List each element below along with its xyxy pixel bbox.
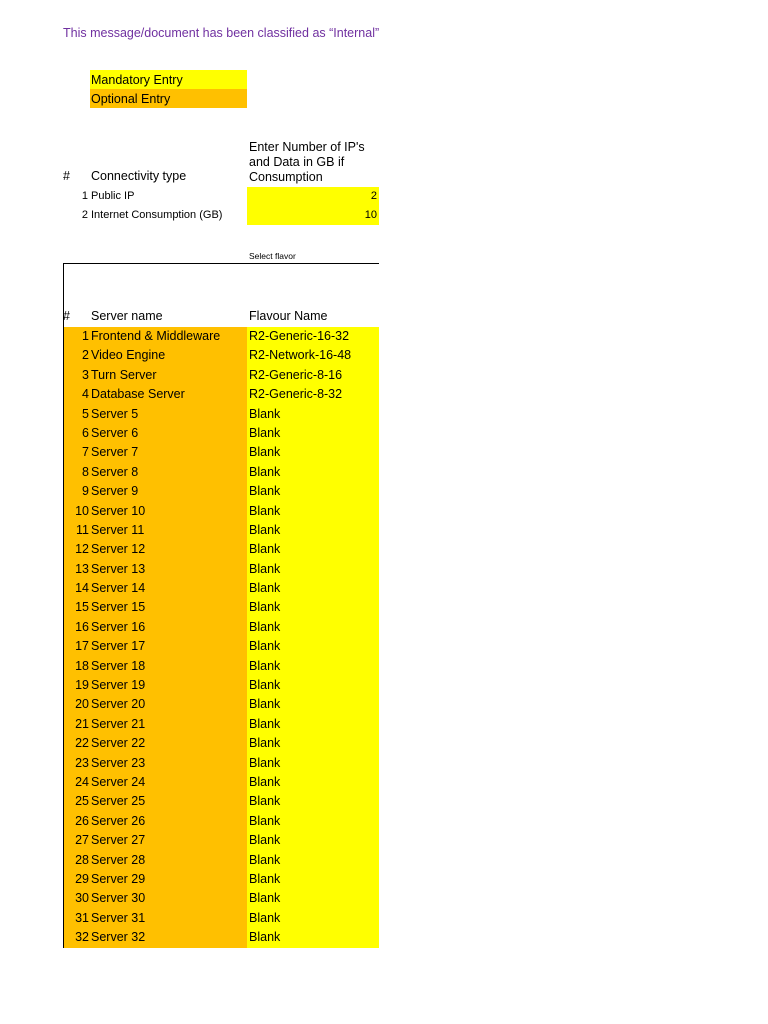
server-name: Server 23	[91, 755, 146, 770]
server-name-cell[interactable]	[64, 889, 226, 908]
server-name: Server 21	[91, 716, 146, 731]
server-name: Server 20	[91, 697, 146, 712]
flavour-select-cell[interactable]: Blank	[247, 598, 379, 617]
server-row	[64, 443, 379, 462]
flavour-select-cell[interactable]: Blank	[247, 443, 379, 462]
row-number: 25	[75, 794, 89, 809]
flavour-select-cell[interactable]: Blank	[247, 482, 379, 501]
server-name-cell-fill	[226, 463, 247, 482]
server-name-cell-fill	[226, 618, 247, 637]
internet-consumption-input[interactable]: 10	[247, 206, 379, 225]
flavour-select-cell[interactable]: R2-Generic-8-32	[247, 385, 379, 404]
server-name-cell-fill	[226, 405, 247, 424]
server-row	[64, 463, 379, 482]
server-name-cell[interactable]	[64, 754, 226, 773]
classification-notice: This message/document has been classified as “Internal”	[63, 26, 380, 40]
row-number: 27	[75, 833, 89, 848]
server-name: Server 18	[91, 658, 146, 673]
server-row	[64, 385, 379, 404]
row-number: 23	[75, 755, 89, 770]
server-name: Server 14	[91, 581, 146, 596]
flavour-select-cell[interactable]: Blank	[247, 676, 379, 695]
server-row	[64, 618, 379, 637]
connectivity-value-header: Enter Number of IP's and Data in GB if Consumption	[249, 140, 365, 184]
row-number: 28	[75, 852, 89, 867]
flavour-select-cell[interactable]: Blank	[247, 870, 379, 889]
flavour-select-cell[interactable]: Blank	[247, 715, 379, 734]
row-number: 20	[75, 697, 89, 712]
server-row	[64, 851, 379, 870]
server-row	[64, 424, 379, 443]
flavour-select-cell[interactable]: Blank	[247, 695, 379, 714]
server-name: Server 26	[91, 813, 146, 828]
server-name: Server 16	[91, 619, 146, 634]
flavour-select-cell[interactable]: Blank	[247, 851, 379, 870]
server-name-cell[interactable]	[64, 598, 226, 617]
server-name-cell-fill	[226, 521, 247, 540]
server-name-header: Server name	[91, 309, 163, 323]
server-row	[64, 870, 379, 889]
server-name-cell-fill	[226, 366, 247, 385]
server-name: Server 19	[91, 678, 146, 693]
row-number: 17	[75, 639, 89, 654]
row-number: 9	[82, 484, 89, 499]
server-name-cell[interactable]	[64, 618, 226, 637]
legend-mandatory-entry: Mandatory Entry	[90, 70, 247, 89]
server-row	[64, 754, 379, 773]
server-name-cell-fill	[226, 909, 247, 928]
server-name: Server 6	[91, 425, 139, 440]
flavour-select-cell[interactable]: Blank	[247, 773, 379, 792]
row-number: 4	[82, 387, 89, 402]
flavour-select-cell[interactable]: Blank	[247, 657, 379, 676]
server-name: Server 11	[91, 522, 145, 537]
server-name: Server 10	[91, 503, 146, 518]
server-row	[64, 909, 379, 928]
server-row	[64, 346, 379, 365]
flavour-select-cell[interactable]: Blank	[247, 734, 379, 753]
server-name-cell[interactable]	[64, 909, 226, 928]
server-name-cell[interactable]	[64, 463, 226, 482]
row-number: 29	[75, 871, 89, 886]
connectivity-type-header: Connectivity type	[91, 169, 187, 183]
server-name: Server 32	[91, 930, 146, 945]
connectivity-row	[63, 206, 379, 225]
row-number: 16	[75, 619, 89, 634]
server-name-cell-fill	[226, 327, 247, 346]
flavour-select-cell[interactable]: R2-Generic-16-32	[247, 327, 379, 346]
flavour-select-cell[interactable]: Blank	[247, 424, 379, 443]
row-number: 15	[75, 600, 89, 615]
server-row	[64, 773, 379, 792]
server-name-cell[interactable]	[64, 870, 226, 889]
server-row	[64, 831, 379, 850]
public-ip-input[interactable]: 2	[247, 187, 379, 206]
server-row	[64, 521, 379, 540]
flavour-select-cell[interactable]: Blank	[247, 812, 379, 831]
server-name-cell[interactable]	[64, 657, 226, 676]
flavour-select-cell[interactable]: Blank	[247, 792, 379, 811]
server-name-cell-fill	[226, 928, 247, 947]
server-name: Server 24	[91, 774, 146, 789]
flavour-select-cell[interactable]: Blank	[247, 521, 379, 540]
row-number: 26	[75, 813, 89, 828]
server-name-cell-fill	[226, 502, 247, 521]
connectivity-label: Internet Consumption (GB)	[91, 209, 223, 221]
row-number: 21	[75, 716, 89, 731]
server-row	[64, 405, 379, 424]
server-name-cell[interactable]	[64, 346, 226, 365]
server-name-cell-fill	[226, 443, 247, 462]
server-name-cell[interactable]	[64, 637, 226, 656]
flavour-select-cell[interactable]: Blank	[247, 831, 379, 850]
server-name: Server 28	[91, 852, 146, 867]
server-row	[64, 637, 379, 656]
server-name-cell[interactable]	[64, 327, 226, 346]
flavour-select-cell[interactable]: Blank	[247, 540, 379, 559]
row-number: 14	[75, 581, 89, 596]
server-name-cell-fill	[226, 792, 247, 811]
flavour-select-cell[interactable]: Blank	[247, 889, 379, 908]
server-name-cell[interactable]	[64, 560, 226, 579]
row-number: 2	[82, 348, 89, 363]
server-name-cell[interactable]	[64, 715, 226, 734]
server-row	[64, 734, 379, 753]
server-name-cell-fill	[226, 889, 247, 908]
server-name-cell-fill	[226, 734, 247, 753]
server-row	[64, 715, 379, 734]
server-name-cell[interactable]	[64, 792, 226, 811]
server-row	[64, 676, 379, 695]
server-name-cell-fill	[226, 773, 247, 792]
server-name-cell-fill	[226, 754, 247, 773]
legend-optional-entry: Optional Entry	[90, 89, 247, 108]
server-row	[64, 366, 379, 385]
server-name: Server 13	[91, 561, 146, 576]
server-row	[64, 482, 379, 501]
server-name-cell-fill	[226, 598, 247, 617]
row-number: 8	[82, 464, 89, 479]
connectivity-hash-header: #	[63, 169, 70, 183]
row-number: 22	[75, 736, 89, 751]
server-name-cell-fill	[226, 579, 247, 598]
server-row	[64, 327, 379, 346]
flavour-select-cell[interactable]: Blank	[247, 618, 379, 637]
select-flavor-hint: Select flavor	[249, 251, 296, 261]
server-row	[64, 695, 379, 714]
server-name-cell[interactable]	[64, 928, 226, 947]
flavour-select-cell[interactable]: Blank	[247, 579, 379, 598]
server-name: Video Engine	[91, 348, 166, 363]
row-number: 19	[75, 678, 89, 693]
flavour-select-cell[interactable]: Blank	[247, 560, 379, 579]
server-name-cell[interactable]	[64, 695, 226, 714]
server-name-cell[interactable]	[64, 831, 226, 850]
server-name-cell-fill	[226, 715, 247, 734]
server-row	[64, 560, 379, 579]
server-name: Turn Server	[91, 367, 157, 382]
server-row	[64, 598, 379, 617]
row-number: 3	[82, 367, 89, 382]
server-row	[64, 657, 379, 676]
server-name-cell[interactable]	[64, 540, 226, 559]
flavour-select-cell[interactable]: Blank	[247, 637, 379, 656]
server-name: Server 7	[91, 445, 139, 460]
row-number: 10	[75, 503, 89, 518]
flavour-name-header: Flavour Name	[249, 309, 328, 323]
server-name: Server 15	[91, 600, 146, 615]
server-name: Server 8	[91, 464, 139, 479]
row-number: 2	[81, 209, 88, 221]
flavour-select-cell[interactable]: Blank	[247, 928, 379, 947]
server-name-cell[interactable]	[64, 502, 226, 521]
server-name: Server 5	[91, 406, 139, 421]
server-row	[64, 928, 379, 947]
server-name: Server 17	[91, 639, 146, 654]
row-number: 32	[75, 930, 89, 945]
server-name-cell-fill	[226, 560, 247, 579]
server-row	[64, 579, 379, 598]
server-row	[64, 812, 379, 831]
server-name: Server 31	[91, 910, 146, 925]
server-name: Database Server	[91, 387, 185, 402]
server-row	[64, 792, 379, 811]
row-number: 1	[81, 190, 88, 202]
server-row	[64, 540, 379, 559]
server-name-cell[interactable]	[64, 812, 226, 831]
server-name-cell-fill	[226, 831, 247, 850]
server-name: Server 9	[91, 484, 139, 499]
server-name-cell[interactable]	[64, 482, 226, 501]
server-name: Server 12	[91, 542, 146, 557]
row-number: 12	[75, 542, 89, 557]
server-name-cell-fill	[226, 676, 247, 695]
row-number: 6	[82, 425, 89, 440]
flavour-select-cell[interactable]: Blank	[247, 502, 379, 521]
server-name-cell-fill	[226, 851, 247, 870]
server-name-cell[interactable]	[64, 443, 226, 462]
server-name-cell-fill	[226, 482, 247, 501]
server-name-cell[interactable]	[64, 851, 226, 870]
server-name-cell[interactable]	[64, 424, 226, 443]
server-name-cell[interactable]	[64, 773, 226, 792]
server-name-cell[interactable]	[64, 521, 226, 540]
connectivity-row	[63, 187, 379, 206]
server-name-cell[interactable]	[64, 385, 226, 404]
row-number: 24	[75, 774, 89, 789]
flavour-select-cell[interactable]: Blank	[247, 909, 379, 928]
row-number: 1	[82, 329, 89, 343]
flavour-select-cell[interactable]: Blank	[247, 754, 379, 773]
server-name-cell-fill	[226, 346, 247, 365]
row-number: 7	[82, 445, 89, 460]
flavour-select-cell[interactable]: R2-Generic-8-16	[247, 366, 379, 385]
row-number: 18	[75, 658, 89, 673]
server-hash-header: #	[63, 309, 70, 323]
server-name-cell-fill	[226, 540, 247, 559]
server-name: Server 30	[91, 891, 146, 906]
server-name: Frontend & Middleware	[91, 329, 221, 343]
server-name: Server 25	[91, 794, 146, 809]
server-name-cell-fill	[226, 812, 247, 831]
server-name-cell-fill	[226, 385, 247, 404]
row-number: 5	[82, 406, 89, 421]
server-name: Server 29	[91, 871, 146, 886]
server-name-cell[interactable]	[64, 676, 226, 695]
row-number: 13	[75, 561, 89, 576]
server-name-cell-fill	[226, 870, 247, 889]
server-name: Server 22	[91, 736, 146, 751]
connectivity-label: Public IP	[91, 190, 135, 202]
server-name-cell[interactable]	[64, 579, 226, 598]
row-number: 11	[76, 522, 89, 537]
server-row	[64, 889, 379, 908]
server-name-cell[interactable]	[64, 405, 226, 424]
server-name-cell-fill	[226, 657, 247, 676]
server-name-cell-fill	[226, 637, 247, 656]
server-name: Server 27	[91, 833, 146, 848]
flavour-select-cell[interactable]: R2-Network-16-48	[247, 346, 379, 365]
flavour-select-cell[interactable]: Blank	[247, 463, 379, 482]
server-table-body	[64, 327, 379, 948]
server-name-cell-fill	[226, 695, 247, 714]
flavour-select-cell[interactable]: Blank	[247, 405, 379, 424]
server-name-cell[interactable]	[64, 734, 226, 753]
server-row	[64, 502, 379, 521]
server-name-cell[interactable]	[64, 366, 226, 385]
row-number: 31	[75, 910, 89, 925]
server-name-cell-fill	[226, 424, 247, 443]
row-number: 30	[75, 891, 89, 906]
